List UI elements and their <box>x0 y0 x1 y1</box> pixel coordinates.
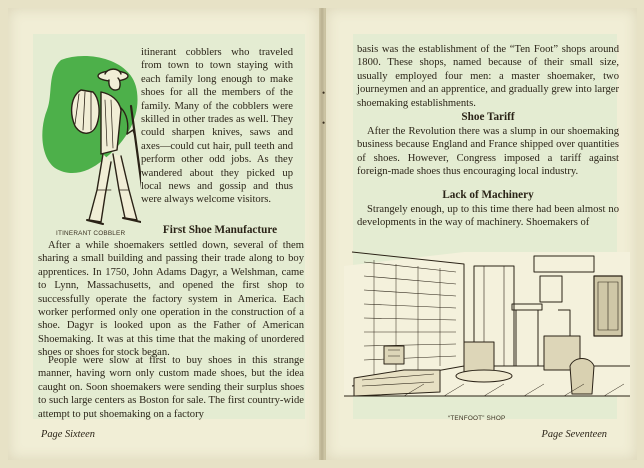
right-page <box>325 8 637 460</box>
left-page <box>8 8 320 460</box>
heading-first-shoe-manufacture: First Shoe Manufacture <box>162 224 278 236</box>
left-paragraph-2: People were slow at first to buy shoes in this strange manner, having worn only custom made shoes, but the idea caught on. Soon shoemakers were sending their surplus shoes to such large centers as Boston for sale. The first country-wide attempt to put shoemaking on a factory <box>38 355 304 420</box>
right-page-number: Page Seventeen <box>541 429 607 440</box>
intro-paragraph: itinerant cobblers who traveled from town to town staying with each family long enough to make shoes for all the members of the family. Many of the cobblers were skilled in other trades as well. They could sharpen knives, saws and axes—could cut hair, pull teeth and perform other odd jobs. As they wandered about they picked up local news and gossip and thus were always welcome visitors. <box>141 47 293 206</box>
right-paragraph-2: After the Revolution there was a slump in our shoemaking business because England and France shipped over quantities of shoes. However, Congress imposed a tariff against foreign-made shoes thus encouraging local industry. <box>357 126 619 178</box>
right-paragraph-3: Strangely enough, up to this time there had been almost no developments in the way of machinery. Shoemakers of <box>357 204 619 229</box>
heading-lack-of-machinery: Lack of Machinery <box>442 189 534 201</box>
tenfoot-shop-illustration <box>344 246 630 410</box>
itinerant-cobbler-illustration <box>41 50 141 228</box>
binding-mark: • <box>322 88 326 98</box>
left-page-number: Page Sixteen <box>41 429 95 440</box>
cobbler-caption: ITINERANT COBBLER <box>56 230 126 237</box>
tenfoot-shop-caption: “TENFOOT” SHOP <box>448 415 506 422</box>
binding-mark: • <box>322 118 326 128</box>
left-paragraph-1: After a while shoemakers settled down, several of them sharing a small building and passing their trade along to boy apprentices. In 1750, John Adams Dagyr, a Welshman, came to Lynn, Massachusetts, and opened the first shop to successfully operate the factory system in America. Each worker performed only one operation in the construction of a shoe. Dagyr is looked upon as the Father of American Shoemaking. It was at this time that the making of unordered shoes or shoes for stock began. <box>38 240 304 359</box>
right-paragraph-1: basis was the establishment of the “Ten Foot” shops around 1800. These shops, named because of their small size, usually employed four men: a master shoemaker, two journeymen and an apprentice, and gradually grew into larger shoemaking establishments. <box>357 44 619 109</box>
heading-shoe-tariff: Shoe Tariff <box>461 111 515 123</box>
